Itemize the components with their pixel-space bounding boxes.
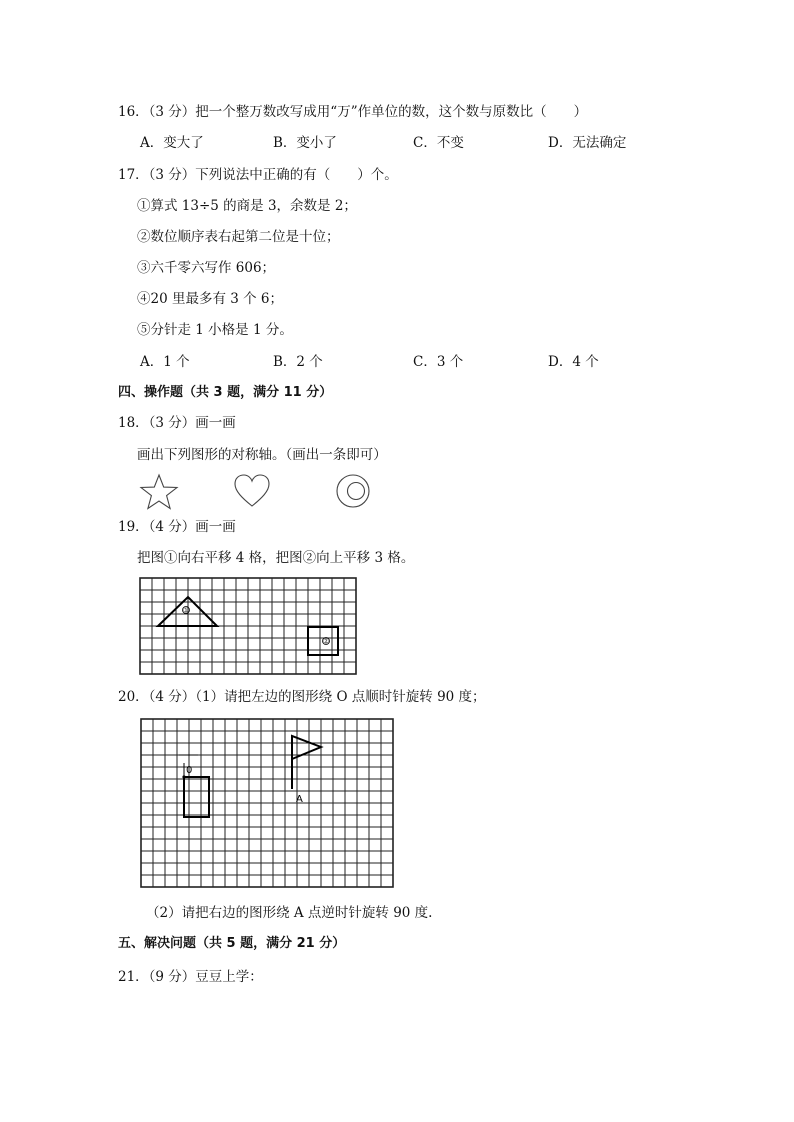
q17-option-b: B．2 个 (273, 354, 323, 370)
q20-part2: （2）请把右边的图形绕 A 点逆时针旋转 90 度. (146, 905, 433, 921)
section-4-title: 四、操作题（共 3 题，满分 11 分） (118, 385, 333, 400)
moon-shape (334, 474, 372, 508)
flag-figure (292, 736, 321, 789)
q21-stem: 21．（9 分）豆豆上学： (118, 969, 263, 985)
point-a-label: A (296, 794, 303, 805)
q16-stem: 16．（3 分）把一个整万数改写成用“万”作单位的数，这个数与原数比（ ） (118, 104, 588, 120)
point-o-label: 0 (186, 765, 193, 776)
star-shape (139, 474, 179, 510)
rotation-grid (141, 719, 393, 887)
section-5-title: 五、解决问题（共 5 题，满分 21 分） (118, 936, 346, 951)
q17-statement-4: ④20 里最多有 3 个 6； (137, 291, 284, 307)
q17-statement-2: ②数位顺序表右起第二位是十位； (137, 229, 340, 245)
q17-statement-3: ③六千零六写作 606； (137, 260, 276, 276)
q17-option-d: D．4 个 (548, 354, 599, 370)
figure-2-label: ② (322, 637, 330, 646)
q17-option-a: A．1 个 (140, 354, 190, 370)
q20-stem: 20．（4 分）（1）请把左边的图形绕 O 点顺时针旋转 90 度； (118, 689, 486, 705)
translation-grid (140, 578, 356, 674)
q18-instruction: 画出下列图形的对称轴。（画出一条即可） (137, 447, 387, 463)
rectangle-figure (184, 777, 209, 817)
q17-option-c: C．3 个 (413, 354, 464, 370)
q16-option-a: A．变大了 (140, 135, 204, 151)
figure-1-label: ① (182, 606, 190, 615)
q18-stem: 18．（3 分）画一画 (118, 415, 236, 431)
q17-statement-1: ①算式 13÷5 的商是 3，余数是 2； (137, 198, 357, 214)
q17-stem: 17．（3 分）下列说法中正确的有（ ）个。 (118, 167, 398, 183)
q16-option-d: D．无法确定 (548, 135, 627, 151)
q19-stem: 19．（4 分）画一画 (118, 519, 236, 535)
q19-instruction: 把图①向右平移 4 格，把图②向上平移 3 格。 (137, 550, 415, 566)
q17-statement-5: ⑤分针走 1 小格是 1 分。 (137, 322, 293, 338)
q16-option-b: B．变小了 (273, 135, 337, 151)
heart-shape (234, 474, 270, 508)
q16-option-c: C．不变 (413, 135, 464, 151)
